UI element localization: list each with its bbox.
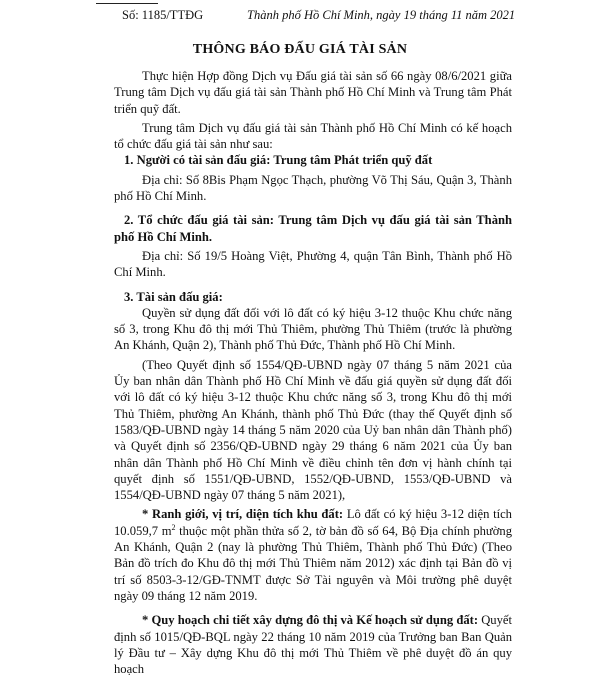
- planning-text: Quyết định số 1015/QĐ-BQL ngày 22 tháng 10 năm 2019 của Trưởng ban Ban Quản lý Đầu tư – Xây dựng Khu đô thị mới Thủ Thiêm về phê duyệt đồ án quy hoạch: [114, 613, 512, 677]
- intro-paragraph-1: Thực hiện Hợp đồng Dịch vụ Đấu giá tài sản số 66 ngày 08/6/2021 giữa Trung tâm Dịch vụ đấu giá tài sản Thành phố Hồ Chí Minh và Trung tâm Phát triển quỹ đất.: [114, 69, 512, 116]
- section-2-address: Địa chỉ: Số 19/5 Hoàng Việt, Phường 4, quận Tân Bình, Thành phố Hồ Chí Minh.: [114, 248, 512, 280]
- area-unit-superscript: 2: [171, 522, 176, 532]
- section-3-paragraph-1: Quyền sử dụng đất đối với lô đất có ký hiệu 3-12 thuộc Khu chức năng số 3, trong Khu đô thị mới Thủ Thiêm, phường Thủ Thiêm (trước là phường An Khánh, Quận 2), Thành phố Thủ Đức, Thành phố Hồ Chí Minh.: [114, 305, 512, 353]
- section-3-heading: 3. Tài sản đấu giá:: [124, 289, 223, 304]
- boundary-label: * Ranh giới, vị trí, diện tích khu đất:: [142, 507, 344, 522]
- section-1-heading: 1. Người có tài sản đấu giá: Trung tâm Phát triển quỹ đất: [124, 153, 433, 168]
- section-1-address: Địa chỉ: Số 8Bis Phạm Ngọc Thạch, phường Võ Thị Sáu, Quận 3, Thành phố Hồ Chí Minh.: [114, 172, 512, 204]
- boundary-text-b: thuộc một phần thửa số 2, tờ bản đồ số 64, Bộ Địa chính phường An Khánh, Quận 2 (nay là phường Thủ Thiêm, Thành phố Thủ Đức) (Theo Bản đồ trích đo Khu đô thị mới Thủ Thiêm năm 2012) xác định tại Bản đồ vị trí số 8503-3-12/GĐ-TNMT được Sở Tài nguyên và Môi trường phê duyệt ngày 09 tháng 12 năm 2019.: [114, 523, 512, 603]
- place-and-date: Thành phố Hồ Chí Minh, ngày 19 tháng 11 năm 2021: [247, 8, 516, 22]
- intro-paragraph-2: Trung tâm Dịch vụ đấu giá tài sản Thành phố Hồ Chí Minh có kế hoạch tổ chức đấu giá tài sản như sau:: [114, 120, 512, 152]
- document-title: THÔNG BÁO ĐẤU GIÁ TÀI SẢN: [192, 42, 408, 57]
- boundary-paragraph: [114, 506, 512, 604]
- planning-label: * Quy hoạch chi tiết xây dựng đô thị và Kế hoạch sử dụng đất:: [142, 613, 479, 628]
- header-divider: [96, 3, 158, 4]
- section-3-paragraph-2: (Theo Quyết định số 1554/QĐ-UBND ngày 07 tháng 5 năm 2021 của Ủy ban nhân dân Thành phố Hồ Chí Minh về đấu giá quyền sử dụng đất đối với lô đất có ký hiệu 3-12 thuộc Khu chức năng số 3, trong Khu đô thị mới Thủ Thiêm, phường An Khánh, thành phố Thủ Đức (thay thế Quyết định số 1583/QĐ-UBND ngày 14 tháng 5 năm 2020 của Uỷ ban nhân dân Thành phố) và Quyết định số 2356/QĐ-UBND ngày 29 tháng 6 năm 2021 của Ủy ban nhân dân Thành phố Hồ Chí Minh về điều chỉnh tên đơn vị hành chính tại quyết định số 1551/QĐ-UBND, 1552/QĐ-UBND, 1553/QĐ-UBND và 1554/QĐ-UBND ngày 07 tháng 5 năm 2021),: [114, 357, 512, 503]
- planning-paragraph: [114, 612, 512, 677]
- document-number: Số: 1185/TTĐG: [122, 8, 204, 22]
- section-2-heading: 2. Tổ chức đấu giá tài sản: Trung tâm Dịch vụ đấu giá tài sản Thành phố Hồ Chí Minh.: [114, 213, 512, 244]
- document-body: [114, 68, 512, 677]
- boundary-text-a: Lô đất có ký hiệu 3-12 diện tích 10.059,7 m: [114, 507, 512, 538]
